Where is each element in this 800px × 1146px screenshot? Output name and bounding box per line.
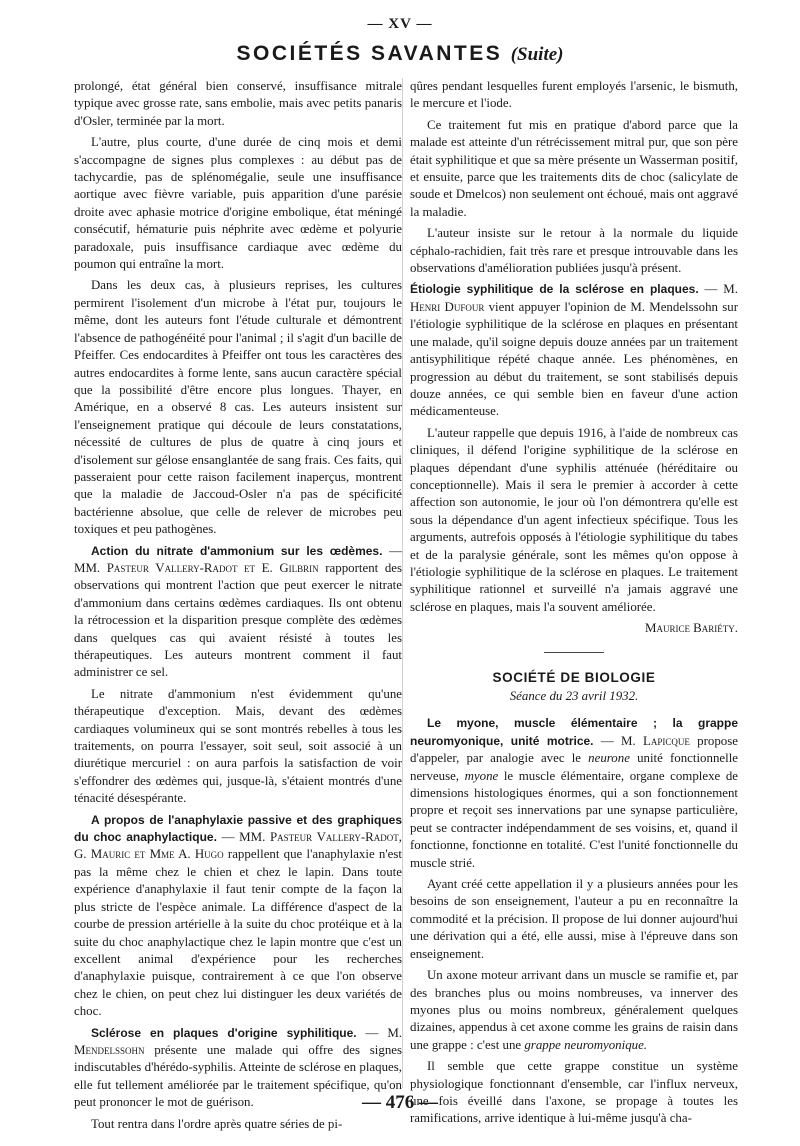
author-signature: Maurice Bariéty. [645,621,738,636]
term-myone: myone [464,768,499,783]
article-text: le muscle élémentaire, organe complexe de dimensions histologiques énormes, qui a son fonctionnement propre et reçoit ses innervations par une synapse particulière, peut se contracter indépendamment de ses voisins, et, quand il fonctionne, fonctionne en totalité. C'est l'unité fonctionnelle du muscle strié. [410,768,738,870]
article-text: présente une malade qui offre des signes indiscutables d'hérédo-syphilis. Atteinte de sclérose en plaques, elle fut tellement améliorée par le traitement spécifique, qu'on peut prononcer le mot de guérison. [74,1042,402,1110]
paragraph: L'auteur insiste sur le retour à la normale du liquide céphalo-rachidien, fait très rare et presque introuvable dans les observations d'amélioration publiées jusqu'à présent. [410,226,738,276]
term-neurone: neurone [588,751,630,766]
article-text: propose d'appeler, par analogie avec le [410,733,738,766]
article-authors: MM. Pasteur Vallery-Radot et E. Gilbrin [74,560,319,575]
paragraph-grappe [410,967,738,1054]
section-title-suffix: (Suite) [510,44,564,65]
article-anaphylaxie [74,812,402,1021]
article-heading: Le myone, muscle élémentaire ; la grappe neuromyonique, unité motrice. [410,716,738,748]
dash: — [698,282,724,297]
dash: — [216,830,240,845]
article-myone [410,715,738,872]
article-authors: M. Lapicque [621,733,690,748]
roman-page-marker: — XV — [367,16,433,32]
column-divider [402,78,403,1088]
left-column [74,78,402,1137]
right-column [410,78,738,1132]
paragraph: Ayant créé cette appellation il y a plusieurs années pour les besoins de son enseignement, l'auteur a pu en reconnaître la commodité et la précision. Il propose de lui donner aujourd'hui une dérivation qui a été, elle aussi, mise à l'épreuve dans son enseignement. [410,877,738,961]
article-text: rappellent que l'anaphylaxie n'est pas la même chez le chien et chez le lapin. Dans toute expérience d'anaphylaxie il faut tenir compte de la façon la plus stricte de l'espèce animale. La différence d'aspect de la courbe de pression artérielle à la suite du choc protéique et à la suite du choc anaphylactique chez le lapin montre que c'est un excellent animal d'expérience pour les recherches d'anaphylaxie puisque, contrairement à ce que l'on observe chez le chien, on peut chez lui distinguer les deux variétés de choc. [74,847,402,1019]
article-heading: Sclérose en plaques d'origine syphilitique. [91,1025,357,1040]
paragraph-text: Un axone moteur arrivant dans un muscle se ramifie et, par des branches plus ou moins nombreuses, va innerver des myones plus ou moins nombreux, généralement quelques dizaines, appendus à cet axone comme les grains de raisin dans une grappe : c'est une [410,968,738,1052]
article-text: vient appuyer l'opinion de M. Mendelssohn sur l'étiologie syphilitique de la sclérose en plaques en présentant une malade, qu'il soigne depuis douze années par un traitement antisyphilitique répété chaque année. Les phénomènes, en progression au début du traitement, se sont stabilisés depuis douze années, ce qui semble bien en faveur d'une action médicamenteuse. [410,299,738,419]
article-nitrate-ammonium [74,543,402,682]
section-divider [544,652,604,653]
paragraph: Tout rentra dans l'ordre après quatre séries de pi- [91,1116,343,1131]
paragraph: L'autre, plus courte, d'une durée de cinq mois et demi s'accompagne de signes plus complexes : au début pas de tachycardie, pas de splénomégalie, seule une insuffisance aortique avec fièvre variable, puis apparition d'une parésie droite avec aphasie motrice d'origine embolique, état méningé consécutif, hématurie puis néphrite avec œdème et polyurie paradoxale, puis insuffisance cardiaque avec œdème du poumon qui entraîne la mort. [74,135,402,272]
section-title [0,42,800,66]
article-heading: Étiologie syphilitique de la sclérose en plaques. [410,282,699,297]
dash: — [356,1025,388,1040]
term-grappe: grappe neuromyonique. [524,1037,648,1052]
section-title-main: SOCIÉTÉS SAVANTES [236,42,503,65]
article-authors: M. Henri Dufour [410,282,738,314]
dash: — [593,733,622,748]
session-date: Séance du 23 avril 1932. [509,689,639,703]
article-authors: MM. Pasteur Vallery-Radot, G. Mauric et Mme A. Hugo [74,830,402,862]
article-heading: Action du nitrate d'ammonium sur les œdèmes. [91,543,383,558]
paragraph: Ce traitement fut mis en pratique d'abord parce que la malade est atteinte d'un rétrécissement mitral pur, que son père était syphilitique et que sa mère présente un Wasserman positif, et ensuite, parce que les traitements dits de choc (salicylate de soude et Dmelcos) non seulement ont échoué, mais ont aggravé la maladie. [410,117,738,219]
paragraph: L'auteur rappelle que depuis 1916, à l'aide de nombreux cas cliniques, il défend l'origine syphilitique de la sclérose en plaques dépendant d'une syphilis atténuée (héréditaire ou conceptionnelle). Mais il sera le premier à accorder à cette affection son autonomie, le jour où l'on démontrera qu'elle est sous la dépendance d'un agent infectieux spécifique. Tous les arguments, autrefois opposés à l'étiologie syphilitique du tabes et de la paralysie générale, sont les mêmes qu'on oppose à l'étiologie syphilitique de la sclérose en plaques. Le traitement syphilitique rationnel et surveillé n'a jamais aggravé une sclérose en plaques, mais l'a souvent améliorée. [410,425,738,614]
article-text: unité fonctionnelle nerveuse, [410,751,738,783]
paragraph: Dans les deux cas, à plusieurs reprises, les cultures permirent l'isolement d'un microbe à l'état pur, toujours le même, dont les auteurs font l'étude culturale et démontrent l'absence de pathogénéité pour l'animal ; il s'agit d'un bacille de Pfeiffer. Ces endocardites à Pfeiffer ont tous les caractères des autres endocardites à forme lente, sans aucun caractère spécial que la possibilité d'être encore plus longues. Thayer, en Amérique, en a observé 8 cas. Les auteurs insistent sur l'enseignement pratique qui découle de leurs constatations, nécessité de cultures de plus de quatre à cinq jours et d'isolement sur gélose ensanglantée de sang frais. Ces faits, qui passeraient pour cette raison facilement inaperçus, montrent que la maladie de Jaccoud-Osler n'a pas de spécificité bactérienne absolue, que celle de relever de microbes peu toxiques et peu pathogènes. [74,278,402,537]
article-text: rapportent des observations qui montrent l'action que peut exercer le nitrate d'ammonium dans certains œdèmes cardiaques. Ils ont obtenu la rétrocession et la disparition presque complète des œdèmes dans quelques cas qui avaient résisté à toutes les thérapeutiques. Les auteurs montrent comment il faut administrer ce sel. [74,560,402,680]
paragraph: prolongé, état général bien conservé, insuffisance mitrale typique avec grosse rate, sans embolie, mais avec petits panaris d'Osler, terminée par la mort. [74,79,402,128]
article-heading: A propos de l'anaphylaxie passive et des graphiques du choc anaphylactique. [74,812,402,845]
article-etiologie [410,281,738,420]
page-number: — 476 — [362,1092,438,1113]
paragraph: Le nitrate d'ammonium n'est évidemment qu'une thérapeutique d'exception. Mais, devant des œdèmes cardiaques volumineux qui se sont montrés rebelles à tous les traitements, on pourra l'essayer, soit seul, soit associé à un diurétique mercuriel : on aura parfois la satisfaction de voir s'effondrer des œdèmes qui, jusque-là, s'étaient montrés d'une ténacité désespérante. [74,686,402,806]
article-authors: M. Mendelssohn [74,1025,402,1057]
paragraph: Il semble que cette grappe constitue un système physiologique fonctionnant d'ensemble, car l'influx nerveux, une fois éveillé dans l'axone, se propage à toutes les ramifications, arrive identique à lui-même jusqu'à cha- [410,1059,738,1126]
paragraph: qûres pendant lesquelles furent employés l'arsenic, le bismuth, le mercure et l'iode. [410,79,738,111]
society-heading: SOCIÉTÉ DE BIOLOGIE [492,669,656,685]
dash: — [382,543,402,558]
